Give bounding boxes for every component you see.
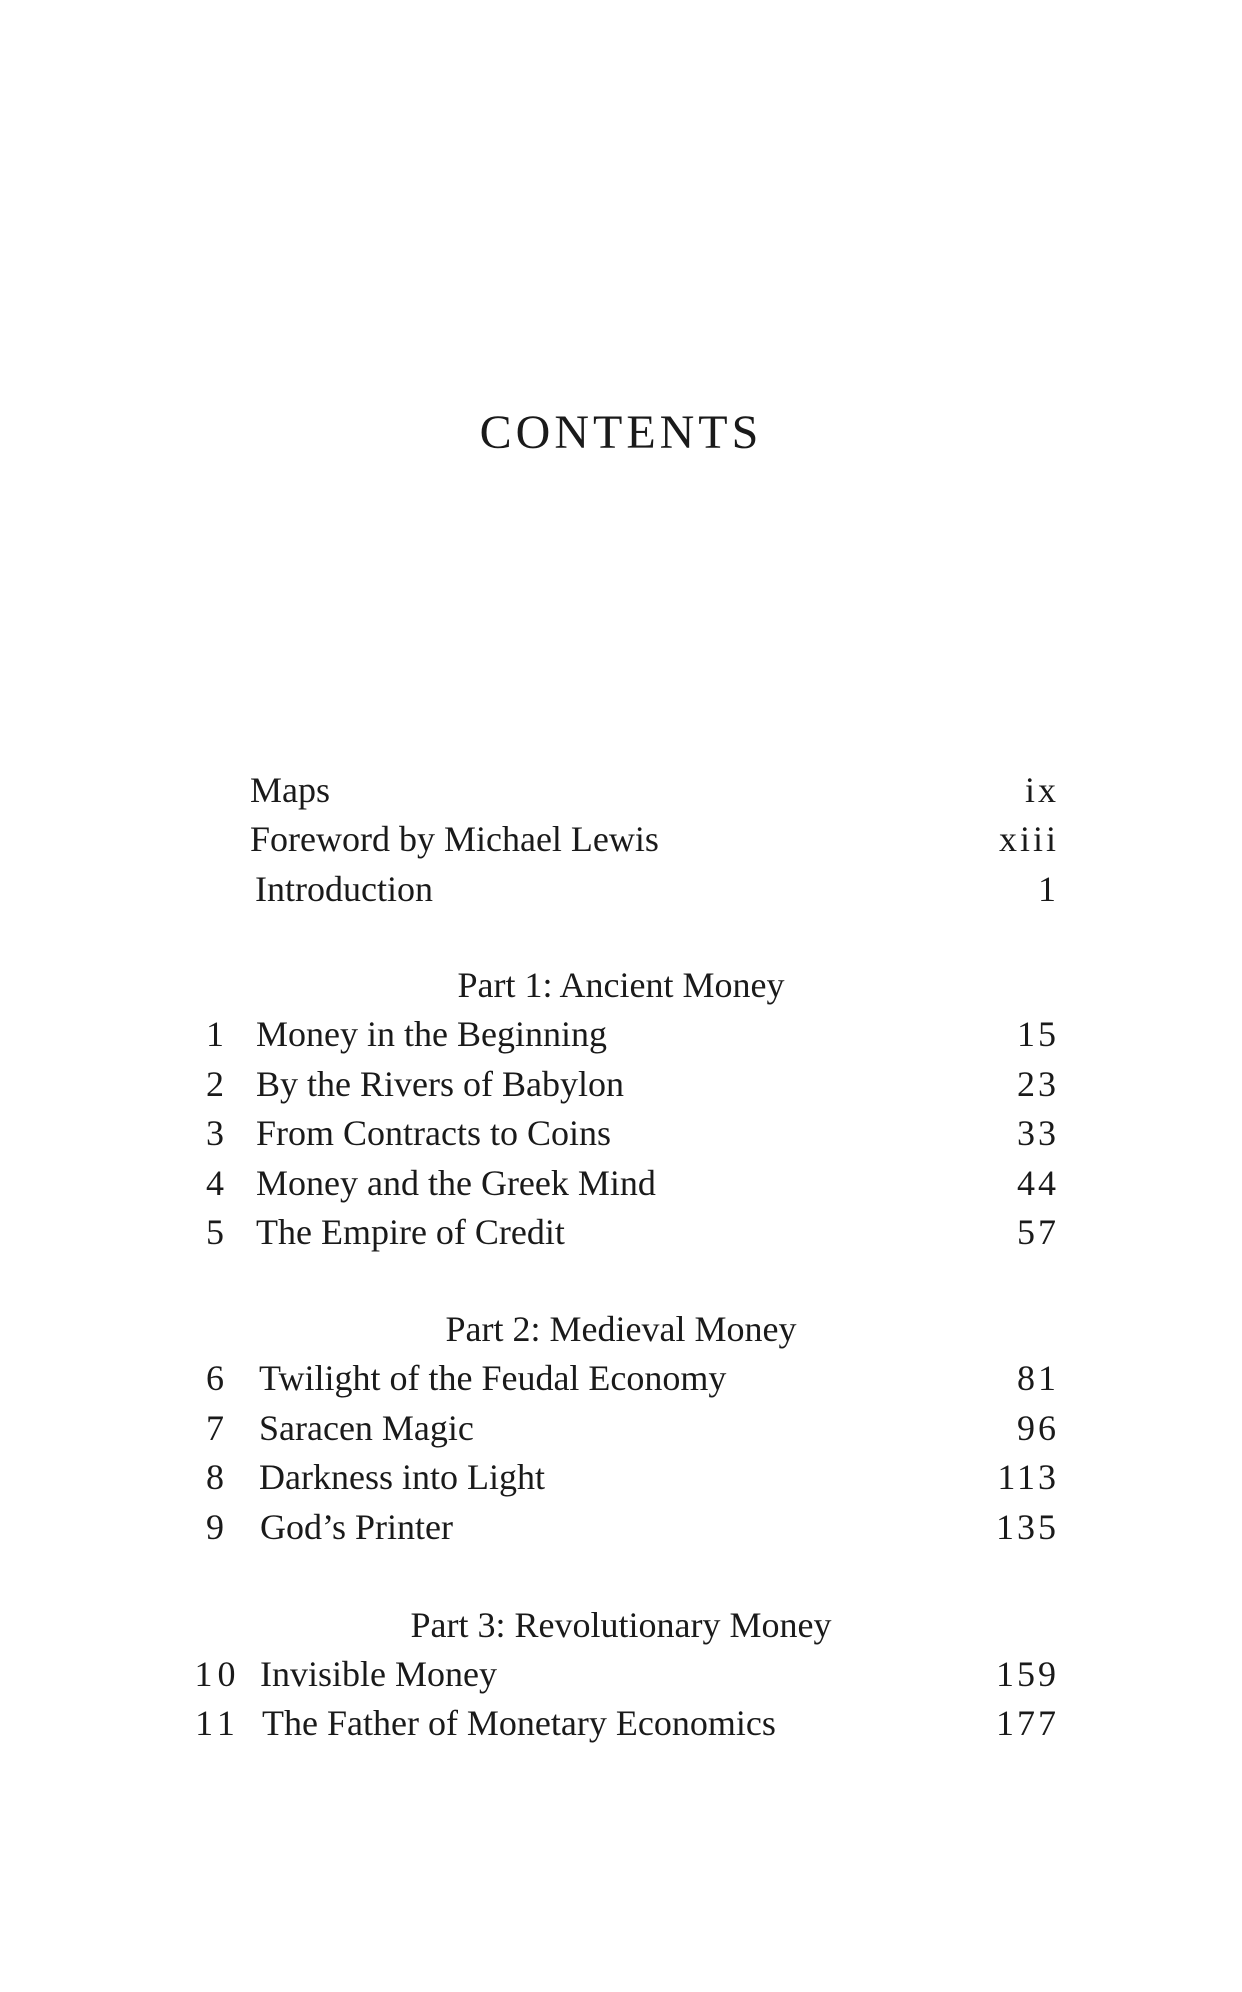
chapter-page: 15 — [1017, 1014, 1059, 1054]
chapter-number: 10 — [194, 1654, 241, 1694]
chapter-page: 23 — [1017, 1064, 1059, 1104]
entry-page: 1 — [1038, 869, 1059, 909]
chapter-row[interactable] — [0, 1649, 1242, 1699]
chapter-number: 9 — [206, 1507, 224, 1547]
chapter-title: Invisible Money — [260, 1654, 497, 1694]
chapter-page: 96 — [1017, 1408, 1059, 1448]
entry-title: Introduction — [255, 869, 433, 909]
chapter-page: 44 — [1017, 1163, 1059, 1203]
toc-entry-foreword[interactable] — [0, 814, 1242, 864]
entry-page: xiii — [998, 819, 1059, 859]
chapter-row[interactable] — [0, 1108, 1242, 1158]
entry-title: Maps — [250, 770, 330, 810]
chapter-title: The Empire of Credit — [256, 1212, 565, 1252]
chapter-row[interactable] — [0, 1452, 1242, 1502]
part-heading-2: Part 2: Medieval Money — [445, 1309, 797, 1349]
chapter-page: 57 — [1017, 1212, 1059, 1252]
chapter-page: 33 — [1017, 1113, 1059, 1153]
chapter-row[interactable] — [0, 1207, 1242, 1257]
part-heading-1: Part 1: Ancient Money — [457, 965, 785, 1005]
chapter-number: 7 — [206, 1408, 224, 1448]
chapter-page: 81 — [1017, 1358, 1059, 1398]
chapter-number: 4 — [206, 1163, 224, 1203]
chapter-title: By the Rivers of Babylon — [256, 1064, 624, 1104]
page-title: CONTENTS — [479, 406, 763, 459]
chapter-row[interactable] — [0, 1403, 1242, 1453]
chapter-title: From Contracts to Coins — [256, 1113, 612, 1153]
chapter-title: The Father of Monetary Economics — [262, 1703, 776, 1743]
chapter-row[interactable] — [0, 1502, 1242, 1552]
toc-entry-maps[interactable] — [0, 765, 1242, 815]
chapter-page: 159 — [996, 1654, 1059, 1694]
chapter-number: 6 — [206, 1358, 224, 1398]
chapter-row[interactable] — [0, 1158, 1242, 1208]
chapter-page: 177 — [996, 1703, 1059, 1743]
chapter-row[interactable] — [0, 1059, 1242, 1109]
chapter-title: God’s Printer — [260, 1507, 453, 1547]
chapter-number: 11 — [195, 1703, 240, 1743]
chapter-title: Money and the Greek Mind — [256, 1163, 656, 1203]
chapter-page: 135 — [996, 1507, 1059, 1547]
chapter-row[interactable] — [0, 1009, 1242, 1059]
chapter-row[interactable] — [0, 1698, 1242, 1748]
chapter-number: 8 — [206, 1457, 224, 1497]
chapter-number: 2 — [206, 1064, 224, 1104]
chapter-row[interactable] — [0, 1353, 1242, 1403]
entry-page: ix — [1024, 770, 1059, 810]
chapter-title: Saracen Magic — [259, 1408, 474, 1448]
chapter-page: 113 — [997, 1457, 1059, 1497]
chapter-number: 3 — [206, 1113, 224, 1153]
chapter-title: Money in the Beginning — [256, 1014, 607, 1054]
chapter-number: 1 — [206, 1014, 224, 1054]
chapter-number: 5 — [206, 1212, 224, 1252]
chapter-title: Darkness into Light — [259, 1457, 545, 1497]
chapter-title: Twilight of the Feudal Economy — [259, 1358, 727, 1398]
entry-title: Foreword by Michael Lewis — [250, 819, 659, 859]
part-heading-3: Part 3: Revolutionary Money — [410, 1605, 832, 1645]
toc-entry-introduction[interactable] — [0, 864, 1242, 914]
